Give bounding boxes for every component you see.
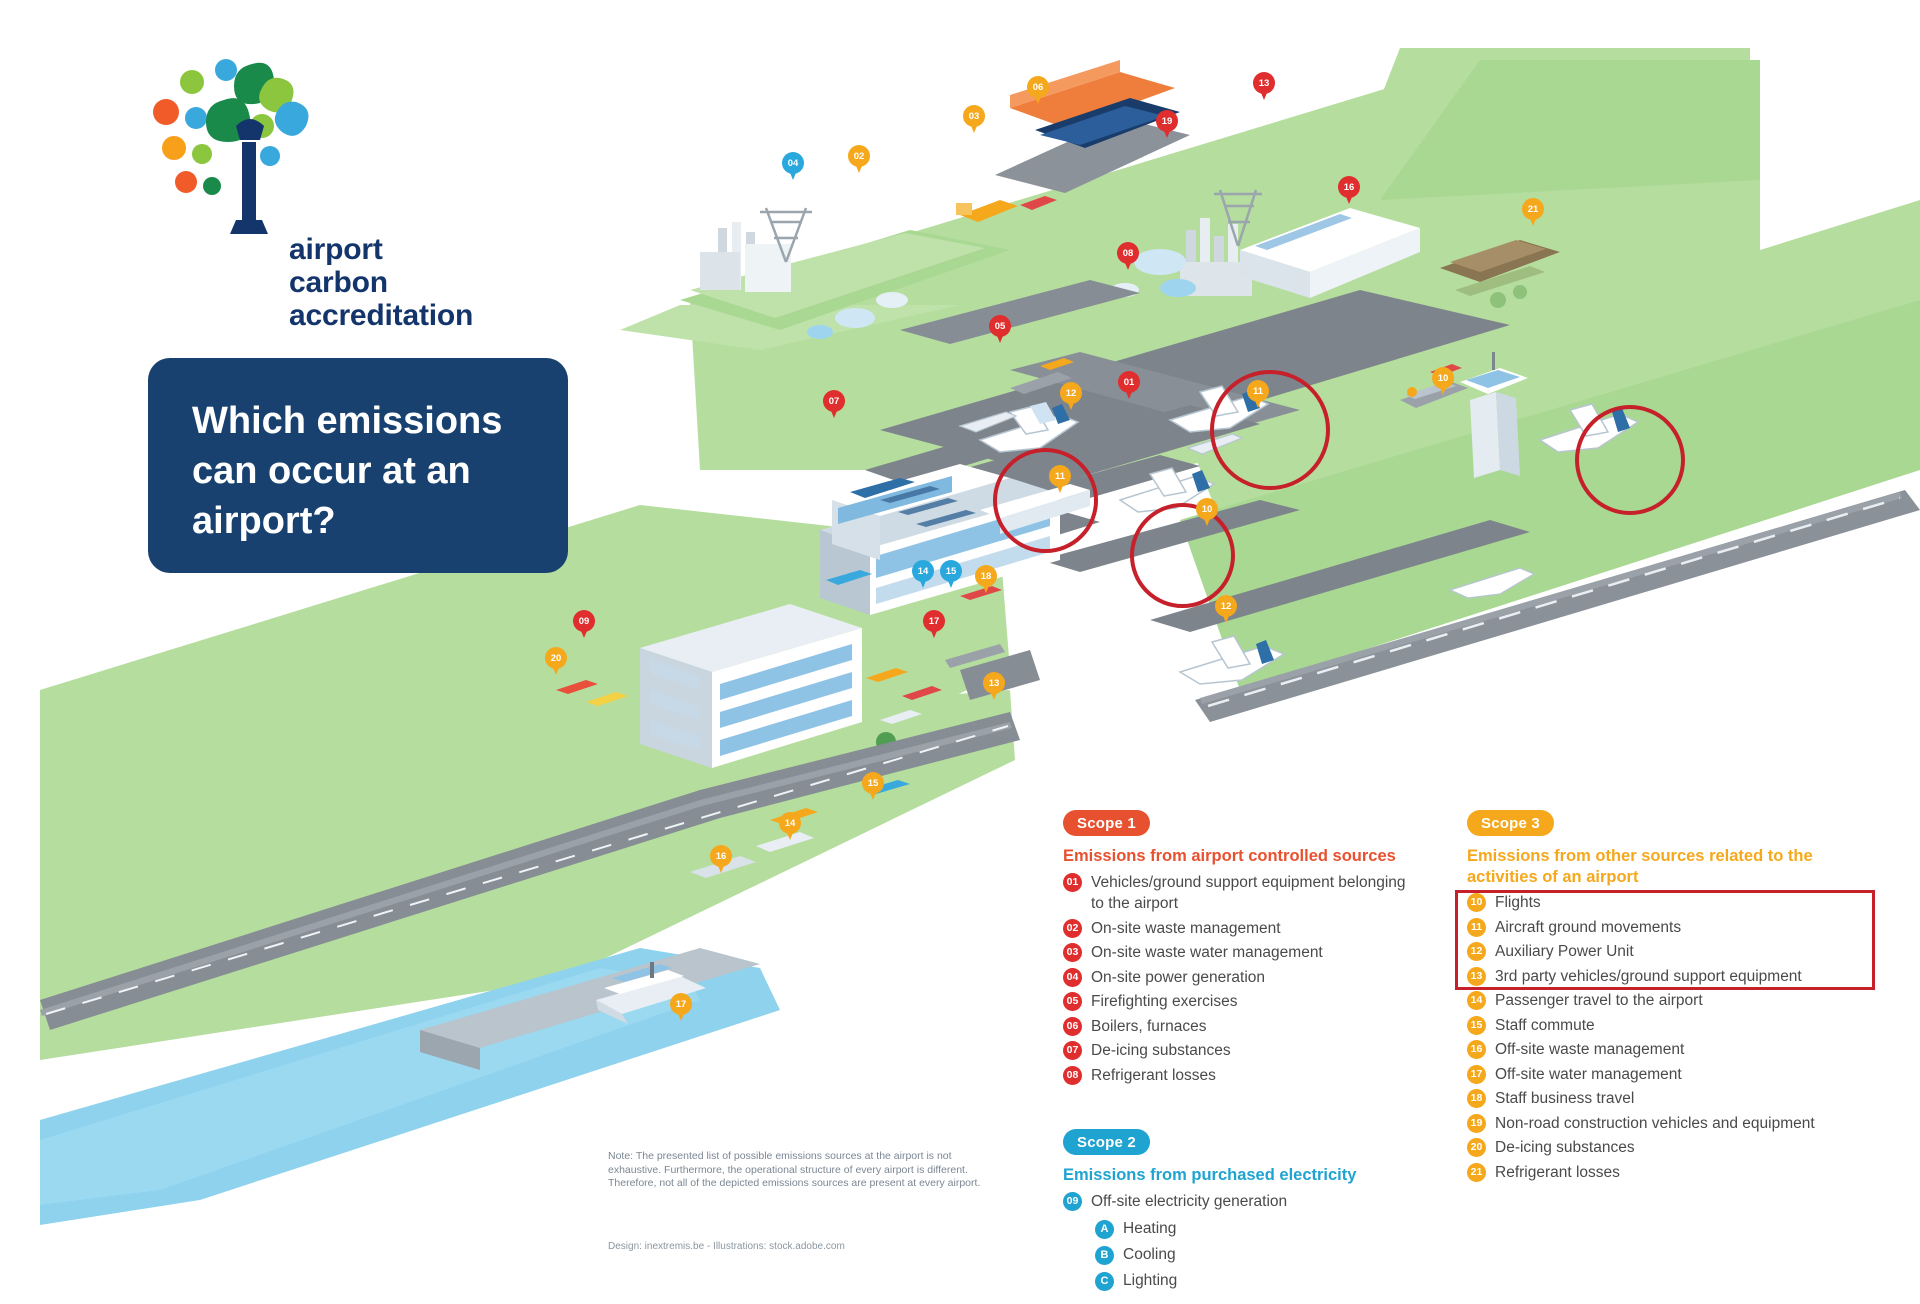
scope-1-item [1063,918,1463,939]
scope-3-heading: Emissions from other sources related to the activities of an airport [1467,847,1813,886]
scope-3-item-number: 15 [1467,1016,1486,1035]
map-pin-08 [1117,242,1139,272]
highlight-aircraft-takeoff [1575,405,1685,515]
scope-1-item-label: On-site waste water management [1091,944,1323,961]
scope-3-item [1467,1064,1887,1085]
scope-1-item-label: Vehicles/ground support equipment belonging to the airport [1091,874,1406,912]
map-pin-17 [670,993,692,1023]
scope-2-sub-item [1095,1218,1177,1240]
map-pin-17 [923,610,945,640]
scope-2-sub-item [1095,1244,1177,1266]
map-pin-label: 20 [550,652,562,664]
scope-2-sub-list [1095,1218,1177,1296]
scope-1-item-label: On-site power generation [1091,968,1266,986]
map-pin-label: 05 [994,320,1006,332]
scope-1-item-label: Firefighting exercises [1091,993,1238,1010]
scope-2-sub-item-label: Cooling [1123,1246,1176,1263]
map-pin-label: 10 [1201,503,1213,515]
map-pin-20 [545,647,567,677]
highlight-aircraft-ground-movement [993,448,1098,553]
scope-1-item-label: Boilers, furnaces [1091,1017,1207,1035]
scope-3-item [1467,990,1887,1011]
title-card [148,358,568,573]
map-pin-label: 06 [1032,81,1044,93]
scope-3-item-label: Off-site water management [1495,1065,1682,1083]
map-pin-label: 10 [1437,372,1449,384]
scope-1-item-label: De-icing substances [1091,1042,1231,1059]
scope-1-item-label: Refrigerant losses [1091,1066,1216,1084]
logo-line-1: airport [289,233,383,266]
scope-3-item-number: 11 [1467,918,1486,937]
scope-3-item-label: Staff business travel [1495,1090,1635,1107]
map-pin-label: 01 [1123,376,1135,388]
map-pin-label: 04 [787,157,799,169]
scope-2-item-label: Off-site electricity generation [1091,1193,1288,1210]
map-pin-02 [848,145,870,175]
map-pin-label: 11 [1252,385,1264,397]
map-pin-label: 12 [1220,600,1232,612]
map-pin-label: 15 [945,565,957,577]
map-pin-13 [983,672,1005,702]
map-pin-14 [912,560,934,590]
scope-1-item-number: 06 [1063,1017,1082,1036]
scope-3-item-number: 13 [1467,967,1486,986]
scope-2-heading: Emissions from purchased electricity [1063,1166,1357,1184]
map-pin-label: 03 [968,110,980,122]
scope-2-item-number: 09 [1063,1192,1082,1211]
scope-3-item-label: De-icing substances [1495,1139,1635,1156]
highlight-aircraft-taxiing [1210,370,1330,490]
scope-3-item-number: 17 [1467,1065,1486,1084]
scope-1-item-number: 07 [1063,1041,1082,1060]
logo [84,30,474,332]
map-pin-09 [573,610,595,640]
scope-2-sub-item-label: Heating [1123,1220,1177,1237]
scope-1-item-number: 01 [1063,873,1082,892]
map-pin-16 [710,845,732,875]
map-pin-03 [963,105,985,135]
map-pin-12 [1215,595,1237,625]
map-pin-label: 14 [917,565,929,577]
map-pin-label: 18 [980,570,992,582]
map-pin-label: 17 [675,998,687,1010]
scope-3-item [1467,1113,1887,1134]
map-pin-06 [1027,76,1049,106]
map-pin-01 [1118,371,1140,401]
scope-3-item-label: 3rd party vehicles/ground support equipment [1495,967,1802,985]
scope-1-item-number: 04 [1063,968,1082,987]
scope-3-item-label: Staff commute [1495,1016,1595,1034]
logo-line-3: accreditation [289,299,474,332]
map-pin-label: 02 [853,150,865,162]
map-pin-label: 17 [928,615,940,627]
logo-line-2: carbon [289,266,388,299]
scope-1-item [1063,942,1463,963]
map-pin-label: 09 [578,615,590,627]
map-pin-10 [1432,367,1454,397]
scope-1-item [1063,991,1463,1012]
scope-3-badge: Scope 3 [1467,810,1554,836]
scope-1-item-number: 08 [1063,1066,1082,1085]
scope-1-item-label: On-site waste management [1091,919,1281,937]
map-pin-16 [1338,176,1360,206]
map-pin-label: 08 [1122,247,1134,259]
map-pin-label: 16 [715,850,727,862]
credit-text: Design: inextremis.be - Illustrations: stock.adobe.com [608,1241,845,1252]
scope-1-item [1063,1065,1463,1086]
scope-3-item-label: Non-road construction vehicles and equipment [1495,1114,1815,1132]
scope-2-list [1063,1191,1463,1216]
scope-3-item-label: Off-site waste management [1495,1041,1685,1058]
scope-3-item-number: 19 [1467,1114,1486,1133]
map-pin-label: 21 [1527,203,1539,215]
map-pin-18 [975,565,997,595]
scope-2-badge: Scope 2 [1063,1129,1150,1155]
scope-1-item-number: 03 [1063,943,1082,962]
scope-1-item [1063,967,1463,988]
map-pin-21 [1522,198,1544,228]
scope-3-item-number: 21 [1467,1163,1486,1182]
scope-3-item [1467,1162,1887,1183]
map-pin-label: 14 [784,817,796,829]
scope-3-item-label: Passenger travel to the airport [1495,992,1703,1009]
scope-3-item-number: 12 [1467,942,1486,961]
scope-3-item [1467,1039,1887,1060]
map-pin-14 [779,812,801,842]
map-pin-13 [1253,72,1275,102]
map-pin-19 [1156,110,1178,140]
scope-3-item-label: Flights [1495,894,1541,911]
scope-1-item-number: 05 [1063,992,1082,1011]
scope-2-sub-item-number: A [1095,1220,1114,1239]
map-pin-12 [1060,382,1082,412]
map-pin-label: 15 [867,777,879,789]
map-pin-05 [989,315,1011,345]
note-text: Note: The presented list of possible emissions sources at the airport is not exhaustive. Furthermore, the operational structure of every airport is different. Therefore, not all of the depicted emissions sources are present at every airport. [608,1150,981,1189]
scope-1-item-number: 02 [1063,919,1082,938]
scope-3-item-number: 16 [1467,1040,1486,1059]
scope-3-item-label: Refrigerant losses [1495,1163,1620,1181]
scope-3-item [1467,1015,1887,1036]
scope-1-item [1063,872,1463,914]
map-pin-label: 12 [1065,387,1077,399]
map-pin-04 [782,152,804,182]
scope-3-item [1467,1137,1887,1158]
map-pin-11 [1049,465,1071,495]
scope-3-highlight-box [1455,890,1875,990]
scope-1-list [1063,872,1463,1089]
map-pin-10 [1196,498,1218,528]
map-pin-07 [823,390,845,420]
scope-3-item [1467,1088,1887,1109]
scope-2-item [1063,1191,1463,1212]
scope-2-sub-item-label: Lighting [1123,1272,1178,1289]
map-pin-11 [1247,380,1269,410]
scope-3-item-number: 18 [1467,1089,1486,1108]
scope-3-item-number: 10 [1467,893,1486,912]
scope-2-sub-item-number: B [1095,1246,1114,1265]
map-pin-label: 13 [988,677,1000,689]
map-pin-label: 16 [1343,181,1355,193]
scope-1-item [1063,1040,1463,1061]
scope-1-badge: Scope 1 [1063,810,1150,836]
scope-3-item-label: Aircraft ground movements [1495,918,1682,936]
scope-2-sub-item [1095,1270,1177,1292]
scope-3-item-number: 20 [1467,1138,1486,1157]
page-title: Which emissions can occur at an airport? [192,400,503,542]
map-pin-label: 11 [1054,470,1066,482]
scope-1-item [1063,1016,1463,1037]
highlight-aircraft-apu [1130,503,1235,608]
map-pin-label: 19 [1161,115,1173,127]
map-pin-label: 07 [828,395,840,407]
map-pin-15 [940,560,962,590]
scope-3-item-number: 14 [1467,991,1486,1010]
map-pin-15 [862,772,884,802]
scope-3-item-label: Auxiliary Power Unit [1495,943,1634,960]
scope-1-heading: Emissions from airport controlled sources [1063,847,1396,865]
scope-2-sub-item-number: C [1095,1272,1114,1291]
logo-wordmark [289,233,473,332]
map-pin-label: 13 [1258,77,1270,89]
